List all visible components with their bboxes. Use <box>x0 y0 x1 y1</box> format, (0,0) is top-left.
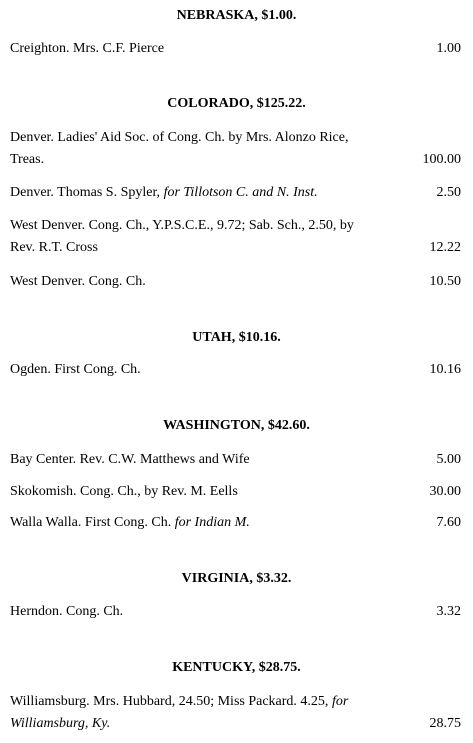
entry-designation: for Tillotson C. and N. Inst. <box>163 185 318 200</box>
entry-text: Denver. Thomas S. Spyler, <box>10 185 164 200</box>
entry-creighton <box>10 38 461 60</box>
entry-text: Skokomish. Cong. Ch., by Rev. M. Eells <box>10 484 238 499</box>
entry-skokomish <box>10 481 461 503</box>
entry-designation: for Indian M. <box>174 515 250 530</box>
entry-amount: 30.00 <box>429 484 461 499</box>
entry-walla-walla <box>10 512 461 534</box>
entry-amount: 10.16 <box>429 362 461 377</box>
entry-text-continued: Rev. R.T. Cross <box>10 240 98 255</box>
entry-amount: 10.50 <box>429 274 461 289</box>
entry-denver-spyler <box>10 182 461 204</box>
entry-amount: 12.22 <box>429 240 461 255</box>
entry-text: Walla Walla. First Cong. Ch. <box>10 515 175 530</box>
entry-text: Herndon. Cong. Ch. <box>10 604 124 619</box>
section-heading-colorado: COLORADO, $125.22. <box>167 96 306 111</box>
entry-text: West Denver. Cong. Ch., Y.P.S.C.E., 9.72; Sab. Sch., 2.50, by <box>10 218 354 233</box>
entry-amount: 7.60 <box>436 515 461 530</box>
entry-williamsburg <box>10 691 461 735</box>
entry-amount: 3.32 <box>436 604 461 619</box>
section-heading-nebraska: NEBRASKA, $1.00. <box>176 8 297 23</box>
entry-text: Creighton. Mrs. C.F. Pierce <box>10 41 165 56</box>
entry-text: Denver. Ladies' Aid Soc. of Cong. Ch. by Mrs. Alonzo Rice, <box>10 130 349 145</box>
entry-designation-continued: Williamsburg, Ky. <box>10 716 111 731</box>
entry-text: Ogden. First Cong. Ch. <box>10 362 141 377</box>
entry-text-continued: Treas. <box>10 152 45 167</box>
section-heading-utah: UTAH, $10.16. <box>192 330 281 345</box>
entry-designation: for <box>331 694 349 709</box>
entry-text: Bay Center. Rev. C.W. Matthews and Wife <box>10 452 250 467</box>
entry-amount: 2.50 <box>436 185 461 200</box>
section-heading-washington: WASHINGTON, $42.60. <box>163 418 310 433</box>
entry-amount: 5.00 <box>436 452 461 467</box>
entry-west-denver-ypsce <box>10 215 461 259</box>
entry-amount: 100.00 <box>422 152 461 167</box>
entry-denver-ladies-aid <box>10 127 461 171</box>
entry-herndon <box>10 601 461 623</box>
section-heading-kentucky: KENTUCKY, $28.75. <box>172 660 301 675</box>
section-heading-virginia: VIRGINIA, $3.32. <box>181 571 292 586</box>
entry-text: West Denver. Cong. Ch. <box>10 274 146 289</box>
entry-text: Williamsburg. Mrs. Hubbard, 24.50; Miss Packard. 4.25, <box>10 694 332 709</box>
entry-west-denver-cong <box>10 271 461 293</box>
entry-amount: 1.00 <box>436 41 461 56</box>
entry-bay-center <box>10 449 461 471</box>
entry-ogden <box>10 359 461 381</box>
entry-amount: 28.75 <box>429 716 461 731</box>
